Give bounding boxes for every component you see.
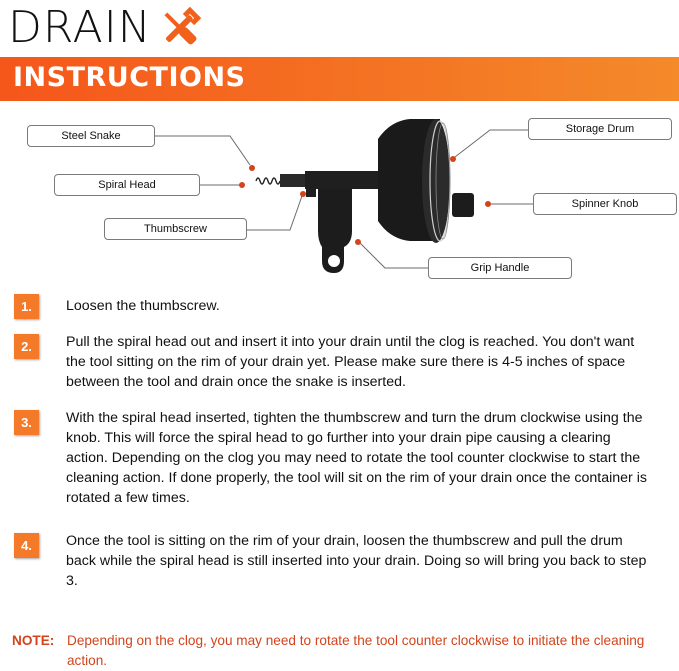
step-text: With the spiral head inserted, tighten the thumbscrew and turn the drum clockwise using the knob. This will force the spiral head to go further into your drain pipe causing a clearing action. Depending on the clog you may need to rotate the tool counter clockwise to start the cleaning action. If done properly, the tool will sit on the rim of your drain once the container is rotated a few times.: [66, 410, 647, 506]
step-number-badge: 4.: [14, 533, 39, 558]
brand-name: DRAIN: [8, 2, 152, 53]
label-grip-handle: Grip Handle: [428, 257, 572, 279]
step-4: [14, 533, 647, 595]
step-3: [14, 410, 647, 512]
step-text: Pull the spiral head out and insert it into your drain until the clog is reached. You don't want the tool sitting on the rim of your drain yet. Please make sure there is 4-5 inches of space between the tool and drain once the snake is inserted.: [66, 334, 635, 390]
step-number-badge: 3.: [14, 410, 39, 435]
note-text: Depending on the clog, you may need to rotate the tool counter clockwise to initiate the cleaning action.: [67, 633, 645, 668]
label-storage-drum: Storage Drum: [528, 118, 672, 140]
step-text: Loosen the thumbscrew.: [66, 298, 220, 314]
label-spinner-knob: Spinner Knob: [533, 193, 677, 215]
wrench-screwdriver-x-icon: [156, 4, 204, 52]
step-number-badge: 1.: [14, 294, 39, 319]
brand-header: [8, 0, 204, 56]
step-text: Once the tool is sitting on the rim of your drain, loosen the thumbscrew and pull the drum back while the spiral head is still inserted into your drain. Doing so will bring you back to step 3.: [66, 533, 647, 589]
step-2: [14, 334, 644, 396]
note-label: NOTE:: [12, 633, 55, 648]
step-number-badge: 2.: [14, 334, 39, 359]
label-thumbscrew: Thumbscrew: [104, 218, 247, 240]
tool-diagram: [0, 101, 679, 291]
banner-title: INSTRUCTIONS: [13, 62, 246, 93]
label-steel-snake: Steel Snake: [27, 125, 155, 147]
step-1: [14, 294, 644, 318]
label-spiral-head: Spiral Head: [54, 174, 200, 196]
instructions-banner: [0, 57, 679, 101]
